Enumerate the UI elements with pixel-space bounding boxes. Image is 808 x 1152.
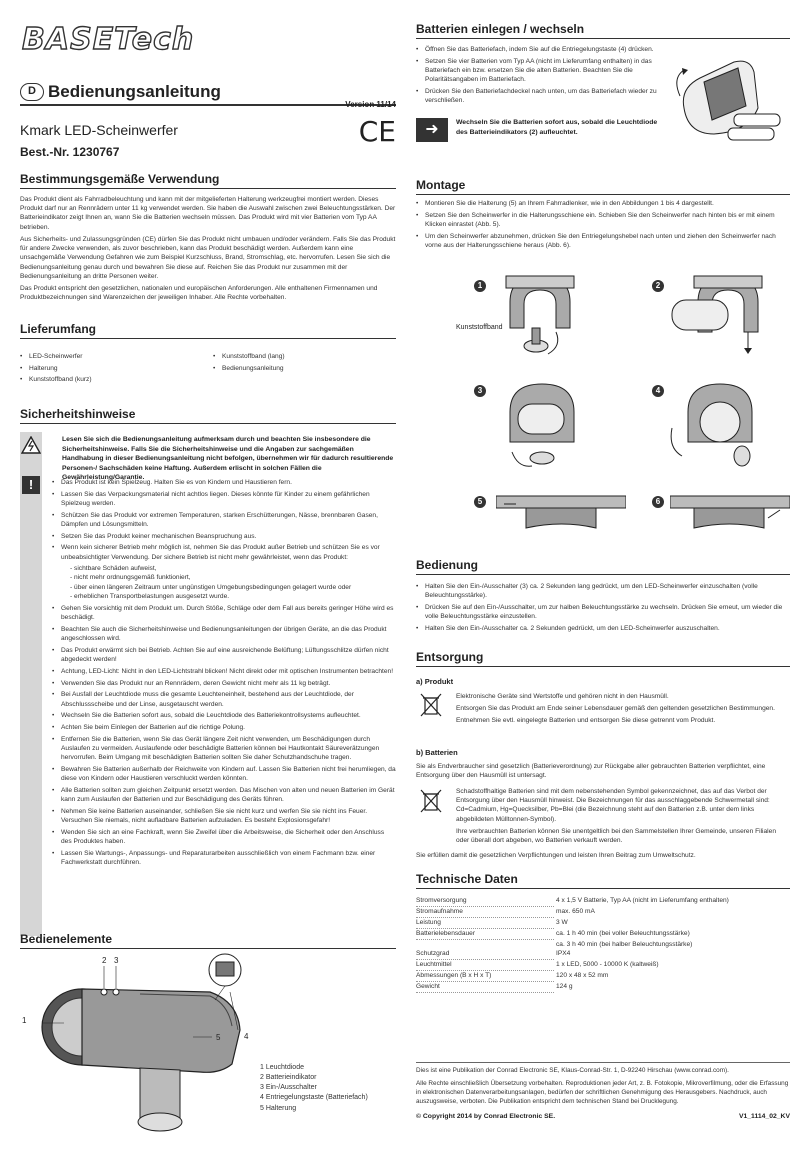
- electric-warning-icon: [21, 436, 41, 454]
- list-item: • Kunststoffband (kurz): [20, 375, 203, 384]
- list-item: • Beachten Sie auch die Sicherheitshinweise und Bedienungsanleitungen der übrigen Geräte, an die das Produkt angeschlossen wird.: [52, 625, 396, 643]
- list-item: • Bewahren Sie Batterien außerhalb der Reichweite von Kindern auf. Lassen Sie Batterien nicht frei herumliegen, da diese von Kindern oder Haustieren verschluckt werden könnten.: [52, 765, 396, 783]
- disposal-batteries-return: Ihre verbrauchten Batterien können Sie unentgeltlich bei den Sammelstellen Ihrer Gemeinde, unseren Filialen oder überall dort abgeben, wo Batterien verkauft werden.: [456, 828, 776, 845]
- mount-figure-5: [496, 492, 626, 538]
- battery-illustration: [674, 48, 786, 152]
- list-item: • Achtung, LED-Licht: Nicht in den LED-Lichtstrahl blicken! Nicht direkt oder mit optischen Instrumenten betrachten!: [52, 667, 396, 676]
- mount-figure-4: [668, 378, 778, 482]
- table-row: Leuchtmittel 1 x LED, 5000 - 10000 K (kaltweiß): [416, 960, 790, 971]
- safety-intro: Lesen Sie sich die Bedienungsanleitung aufmerksam durch und beachten Sie insbesondere die Sicherheitshinweise. Falls Sie die Sicherheitshinweise und die Angaben zur sachgemäßen Handhabung in dieser Bedienungsanleitung nicht befolgen, übernehmen wir für dadurch resultierende Personen-/ Sachschäden keine Haftung. Außerdem erlischt in solchen Fällen die Gewährleistung/Garantie.: [62, 436, 394, 482]
- paragraph: Entsorgen Sie das Produkt am Ende seiner Lebensdauer gemäß den geltenden gesetzlichen Bestimmungen.: [456, 705, 775, 713]
- controls-heading: Bedienelemente: [20, 932, 396, 949]
- paragraph: Das Produkt dient als Fahrradbeleuchtung und kann mit der mitgelieferten Halterung werkzeugfrei montiert werden. Dieses Produkt darf nur an Rennrädern unter 11 kg verwendet werden. Sie haben die Auswahl zwischen zwei Beleuchtungsstärken. Der Batterieindikator zeigt Ihnen an, wann Sie die Batterien wechseln müssen. Das Produkt wird mit vier Batterien vom Typ AA betrieben.: [20, 196, 396, 231]
- table-row: Leistung 3 W: [416, 918, 790, 929]
- version-label: Version 11/14: [345, 100, 396, 109]
- list-item: • Bedienungsanleitung: [213, 364, 396, 373]
- warning-sidebar: [20, 432, 42, 936]
- list-item: • Das Produkt erwärmt sich bei Betrieb. Achten Sie auf eine ausreichende Belüftung; Lüftungsschlitze dürfen nicht abgedeckt werden!: [52, 646, 396, 664]
- footer-rights: Alle Rechte einschließlich Übersetzung vorbehalten. Reproduktionen jeder Art, z. B. Fotokopie, Mikroverfilmung, oder die Erfassung in elektronischen Datenverarbeitungsanlagen, bedürfen der schriftlichen Genehmigung des Herausgebers. Nachdruck, auch auszugsweise, verboten. Die Publikation entspricht dem technischen Stand bei Drucklegung.: [416, 1080, 789, 1105]
- table-row: ca. 3 h 40 min (bei halber Beleuchtungsstärke): [556, 940, 693, 948]
- paragraph: Entnehmen Sie evtl. eingelegte Batterien und entsorgen Sie diese getrennt vom Produkt.: [456, 717, 716, 725]
- footer-divider: [416, 1062, 790, 1063]
- tech-table: [416, 896, 790, 993]
- list-item: • Drücken Sie den Batteriefachdeckel nach unten, um das Batteriefach wieder zu verschließen.: [416, 87, 661, 105]
- crossed-bin-icon: [418, 692, 444, 718]
- disposal-batteries-symbol-text: Schadstoffhaltige Batterien sind mit dem nebenstehenden Symbol gekennzeichnet, das auf das Verbot der Entsorgung über den Hausmüll hinweist. Die Bezeichnungen für das ausschlaggebende Schwermetall sind: Cd=Cadmium, Hg=Quecksilber, Pb=Blei (die Bezeichnung steht auf den Batterien z.B. unter dem links abgebildeten Mülltonnen-Symbol).: [456, 788, 770, 823]
- list-item: • Schützen Sie das Produkt vor extremen Temperaturen, starken Erschütterungen, Nässe, brennbaren Gasen, Dämpfen und Lösungsmitteln.: [52, 511, 396, 529]
- mount-figure-3: [496, 378, 596, 482]
- footer-doc-code: V1_1114_02_KV: [738, 1113, 790, 1120]
- table-row: Batterielebensdauer ca. 1 h 40 min (bei voller Beleuchtungsstärke): [416, 929, 790, 940]
- intended-use-text: [20, 195, 396, 305]
- legend-item: 5 Halterung: [260, 1104, 297, 1112]
- batteries-list: [416, 45, 661, 108]
- figure-number: 1: [474, 280, 486, 292]
- figure-number: 2: [652, 280, 664, 292]
- scope-list: [20, 352, 396, 387]
- disposal-heading: Entsorgung: [416, 650, 790, 667]
- paragraph: Das Produkt entspricht den gesetzlichen, nationalen und europäischen Anforderungen. Alle enthaltenen Firmennamen und Produktbezeichnungen sind Warenzeichen der jeweiligen Inhaber. Alle Rechte vorbehalten.: [20, 284, 378, 302]
- list-item: • Setzen Sie den Scheinwerfer in die Halterungsschiene ein. Schieben Sie den Scheinwerfer nach hinten bis er mit einem Klicken einrastet (Abb. 5).: [416, 211, 790, 229]
- table-row: Stromaufnahme max. 650 mA: [416, 907, 790, 918]
- legend-item: 3 Ein-/Ausschalter: [260, 1084, 317, 1092]
- disposal-batteries-heading: b) Batterien: [416, 748, 458, 757]
- list-item: • Achten Sie beim Einlegen der Batterien auf die richtige Polung.: [52, 723, 396, 732]
- operation-list: [416, 582, 790, 636]
- callout-1: 1: [22, 1016, 27, 1025]
- list-item: • Lassen Sie das Verpackungsmaterial nicht achtlos liegen. Dieses könnte für Kinder zu einem gefährlichen Spielzeug werden.: [52, 490, 396, 508]
- disposal-product-heading: a) Produkt: [416, 677, 454, 686]
- list-item: • Nehmen Sie keine Batterien auseinander, schließen Sie sie nicht kurz und werfen Sie sie nicht ins Feuer. Versuchen Sie niemals, nicht aufladbare Batterien aufzuladen. Es besteht Explosionsgefahr!: [52, 807, 396, 825]
- callout-5: 5: [216, 1033, 221, 1042]
- list-item: • Wechseln Sie die Batterien sofort aus, sobald die Leuchtdiode des Batteriekontrollsystems aufleuchtet.: [52, 711, 396, 720]
- table-row: Abmessungen (B x H x T) 120 x 48 x 52 mm: [416, 971, 790, 982]
- figure-number: 4: [652, 385, 664, 397]
- footer-copyright: © Copyright 2014 by Conrad Electronic SE.: [416, 1113, 556, 1120]
- callout-2: 2: [102, 956, 107, 965]
- list-item: • Halterung: [20, 364, 203, 373]
- paragraph: Elektronische Geräte sind Wertstoffe und gehören nicht in den Hausmüll.: [456, 693, 669, 700]
- scope-heading: Lieferumfang: [20, 322, 396, 339]
- operation-heading: Bedienung: [416, 558, 790, 575]
- article-number: Best.-Nr. 1230767: [20, 145, 120, 159]
- legend-item: 2 Batterieindikator: [260, 1074, 317, 1082]
- disposal-batteries-intro: Sie als Endverbraucher sind gesetzlich (Batterieverordnung) zur Rückgabe aller gebrauchten Batterien verpflichtet, eine Entsorgung über den Hausmüll ist untersagt.: [416, 763, 766, 780]
- list-item: • Setzen Sie vier Batterien vom Typ AA (nicht im Lieferumfang enthalten) in das Batteriefach ein bzw. ersetzen Sie die alten Batterien. Beachten Sie die Polaritätsangaben im Batteriefach.: [416, 57, 661, 85]
- legend-item: 1 Leuchtdiode: [260, 1064, 304, 1071]
- list-item: • Bei Ausfall der Leuchtdiode muss die gesamte Leuchteneinheit, bestehend aus der Leuchtdiode, der Abschlussscheibe und der Linse, ausgetauscht werden.: [52, 690, 396, 708]
- list-item: • Wenn kein sicherer Betrieb mehr möglich ist, nehmen Sie das Produkt außer Betrieb und schützen Sie es vor unbeabsichtigter Verwendung. Der sichere Betrieb ist nicht mehr gewährleistet, wenn das Produkt:: [52, 543, 396, 561]
- list-item: • LED-Scheinwerfer: [20, 352, 203, 361]
- ce-mark: CE: [358, 115, 396, 148]
- list-item: • Lassen Sie Wartungs-, Anpassungs- und Reparaturarbeiten ausschließlich von einem Fachmann bzw. einer Fachwerkstatt durchführen.: [52, 849, 396, 867]
- manual-title: Bedienungsanleitung: [48, 82, 221, 101]
- sub-list-item: - nicht mehr ordnungsgemäß funktioniert,: [70, 573, 396, 582]
- table-row: Schutzgrad IPX4: [416, 949, 790, 960]
- list-item: • Setzen Sie das Produkt keiner mechanischen Beanspruchung aus.: [52, 532, 396, 541]
- callout-3: 3: [114, 956, 119, 965]
- mount-figure-2: [668, 272, 778, 372]
- list-item: • Öffnen Sie das Batteriefach, indem Sie auf die Entriegelungstaste (4) drücken.: [416, 45, 661, 54]
- figure-number: 5: [474, 496, 486, 508]
- mounting-list: [416, 199, 790, 253]
- arrow-right-icon: ➜: [416, 118, 448, 142]
- mounting-heading: Montage: [416, 178, 790, 195]
- footer-publication: Dies ist eine Publikation der Conrad Electronic SE, Klaus-Conrad-Str. 1, D-92240 Hirschau (www.conrad.com).: [416, 1067, 729, 1074]
- list-item: • Wenden Sie sich an eine Fachkraft, wenn Sie Zweifel über die Arbeitsweise, die Sicherheit oder den Anschluss des Produktes haben.: [52, 828, 396, 846]
- brand-logo: BASETech: [22, 22, 195, 57]
- exclamation-warning-icon: !: [22, 476, 40, 494]
- mount-figure-1: [496, 272, 586, 372]
- language-badge: D: [20, 83, 44, 101]
- paragraph: Aus Sicherheits- und Zulassungsgründen (CE) dürfen Sie das Produkt nicht umbauen und/oder verändern. Falls Sie das Produkt für andere Zwecke verwenden, als zuvor beschrieben, kann das Produkt beschädigt werden. Außerdem kann eine unsachgemäße Verwendung Gefahren wie zum Beispiel Kurzschluss, Brand, Stromschlag, etc. hervorrufen. Lesen Sie sich die Bedienungsanleitung genau durch und bewahren Sie diese auf. Reichen Sie das Produkt nur zusammen mit der Bedienungsanleitung an dritte Personen weiter.: [20, 235, 396, 280]
- list-item: • Halten Sie den Ein-/Ausschalter ca. 2 Sekunden gedrückt, um den LED-Scheinwerfer auszuschalten.: [416, 624, 790, 633]
- safety-heading: Sicherheitshinweise: [20, 407, 396, 424]
- band-label: Kunststoffband: [456, 324, 503, 331]
- sub-list-item: - erheblichen Transportbelastungen ausgesetzt wurde.: [70, 592, 396, 601]
- list-item: • Das Produkt ist kein Spielzeug. Halten Sie es von Kindern und Haustieren fern.: [52, 478, 396, 487]
- list-item: • Um den Scheinwerfer abzunehmen, drücken Sie den Entriegelungshebel nach unten und ziehen den Scheinwerfer nach vorne aus der Halterungsschiene heraus (Abb. 6).: [416, 232, 790, 250]
- disposal-batteries-outro: Sie erfüllen damit die gesetzlichen Verpflichtungen und leisten Ihren Beitrag zum Umweltschutz.: [416, 852, 696, 859]
- figure-number: 6: [652, 496, 664, 508]
- battery-note-text: Wechseln Sie die Batterien sofort aus, sobald die Leuchtdiode des Batterieindikators (2) aufleuchtet.: [456, 119, 658, 136]
- tech-heading: Technische Daten: [416, 872, 790, 889]
- list-item: • Verwenden Sie das Produkt nur an Rennrädern, deren Gewicht nicht mehr als 11 kg beträgt.: [52, 679, 396, 688]
- headlight-illustration: [20, 952, 280, 1142]
- controls-legend: [260, 1063, 368, 1114]
- list-item: • Drücken Sie auf den Ein-/Ausschalter, um zur halben Beleuchtungsstärke zu wechseln. Drücken Sie erneut, um wieder die volle Beleuchtungsstärke einzustellen.: [416, 603, 790, 621]
- product-name: Kmark LED-Scheinwerfer: [20, 122, 178, 138]
- list-item: • Gehen Sie vorsichtig mit dem Produkt um. Durch Stöße, Schläge oder dem Fall aus bereits geringer Höhe wird es beschädigt.: [52, 604, 396, 622]
- callout-4: 4: [244, 1032, 249, 1041]
- sub-list-item: - sichtbare Schäden aufweist,: [70, 564, 396, 573]
- crossed-bin-icon: [418, 788, 444, 814]
- intended-use-heading: Bestimmungsgemäße Verwendung: [20, 172, 396, 189]
- list-item: • Montieren Sie die Halterung (5) an Ihrem Fahrradlenker, wie in den Abbildungen 1 bis 4 dargestellt.: [416, 199, 790, 208]
- batteries-heading: Batterien einlegen / wechseln: [416, 22, 790, 39]
- list-item: • Entfernen Sie die Batterien, wenn Sie das Gerät längere Zeit nicht verwenden, um Beschädigungen durch Auslaufen zu vermeiden. Auslaufende oder beschädigte Batterien können bei Hautkontakt Säureverätzungen hervorrufen. Beim Umgang mit beschädigten Batterien sollten Sie daher Schutzhandschuhe tragen.: [52, 735, 396, 763]
- list-item: • Alle Batterien sollten zum gleichen Zeitpunkt ersetzt werden. Das Mischen von alten und neuen Batterien im Gerät kann zum Auslaufen der Batterien und zur Beschädigung des Geräts führen.: [52, 786, 396, 804]
- disposal-product-text: [456, 692, 790, 729]
- safety-sub-list: [52, 564, 396, 601]
- table-row: Gewicht 124 g: [416, 982, 790, 993]
- safety-list-container: [52, 478, 396, 870]
- legend-item: 4 Entriegelungstaste (Batteriefach): [260, 1094, 368, 1102]
- list-item: • Kunststoffband (lang): [213, 352, 396, 361]
- sub-list-item: - über einen längeren Zeitraum unter ungünstigen Umgebungsbedingungen gelagert wurde oder: [70, 583, 396, 592]
- safety-list-continued: [52, 604, 396, 867]
- safety-list: [52, 478, 396, 562]
- list-item: • Halten Sie den Ein-/Ausschalter (3) ca. 2 Sekunden lang gedrückt, um den LED-Scheinwerfer einzuschalten (volle Beleuchtungsstärke).: [416, 582, 790, 600]
- table-row: Stromversorgung 4 x 1,5 V Batterie, Typ AA (nicht im Lieferumfang enthalten): [416, 896, 790, 907]
- mount-figure-6: [670, 492, 790, 538]
- figure-number: 3: [474, 385, 486, 397]
- manual-title-bar: [20, 82, 396, 106]
